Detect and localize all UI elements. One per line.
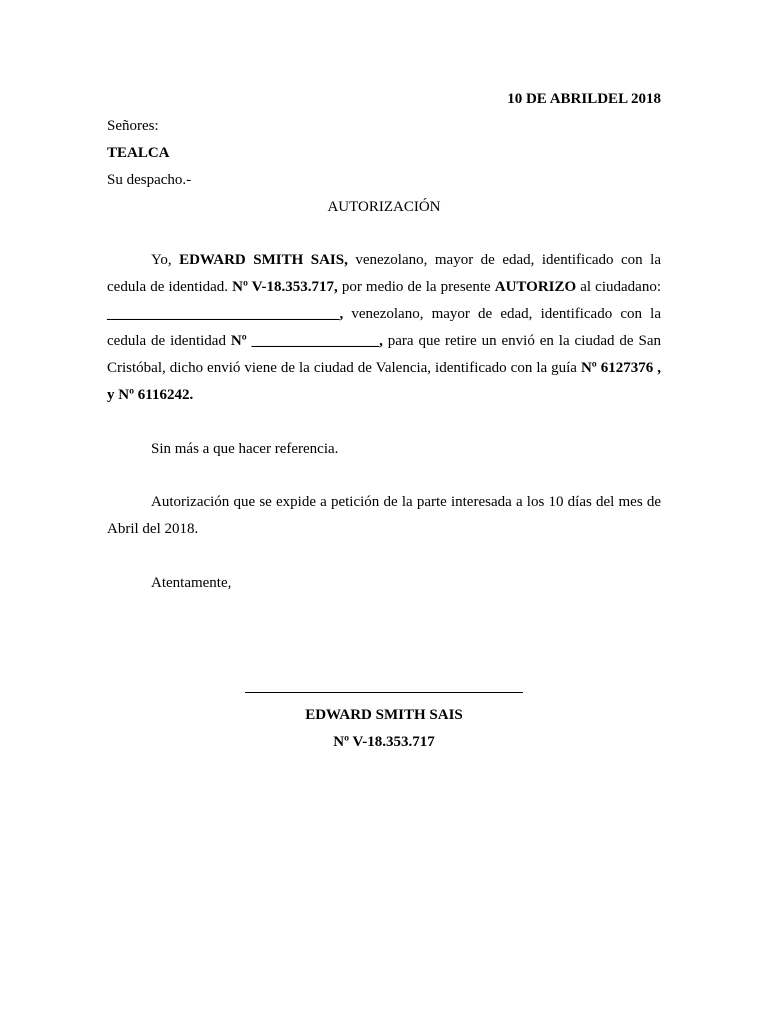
signature-line <box>245 692 523 693</box>
citizen-id-blank: _________________, <box>246 333 383 349</box>
authorizer-name: EDWARD SMITH SAIS, <box>179 252 348 268</box>
closing: Atentamente, <box>151 575 232 591</box>
p1-text-c: por medio de la presente <box>337 279 495 295</box>
authorizer-id: Nº V-18.353.717, <box>232 279 338 295</box>
guide-numbers: Nº 6127376 , y Nº 6116242. <box>107 360 661 403</box>
letter-date: 10 DE ABRILDEL 2018 <box>507 91 661 107</box>
issuance-paragraph: Autorización que se expide a petición de la parte interesada a los 10 días del mes de Abril del 2018. <box>107 494 661 537</box>
reference-paragraph: Sin más a que hacer referencia. <box>151 441 339 457</box>
p1-text-d: al ciudadano: <box>576 279 661 295</box>
p1-text-b: venezolano, mayor de edad, identificado con la cedula de identidad. <box>107 252 661 295</box>
p1-text-a: Yo, <box>151 252 180 268</box>
p1-text-f: para que retire un envió en la ciudad de San Cristóbal, dicho envió viene de la ciudad de Valencia, identificado con la guía <box>107 333 662 376</box>
signature-name: EDWARD SMITH SAIS <box>305 707 463 723</box>
citizen-id-label: Nº <box>230 333 247 349</box>
p1-text-e: venezolano, mayor de edad, identificado con la cedula de identidad <box>107 306 661 349</box>
despacho-line: Su despacho.- <box>107 172 192 188</box>
document-title: AUTORIZACIÓN <box>327 199 441 215</box>
citizen-name-blank: _______________________________, <box>107 306 344 322</box>
authorization-paragraph <box>107 247 661 409</box>
recipient: TEALCA <box>107 145 170 161</box>
salutation: Señores: <box>107 118 159 134</box>
signature-id: Nº V-18.353.717 <box>333 734 435 750</box>
autorizo-word: AUTORIZO <box>494 279 577 295</box>
